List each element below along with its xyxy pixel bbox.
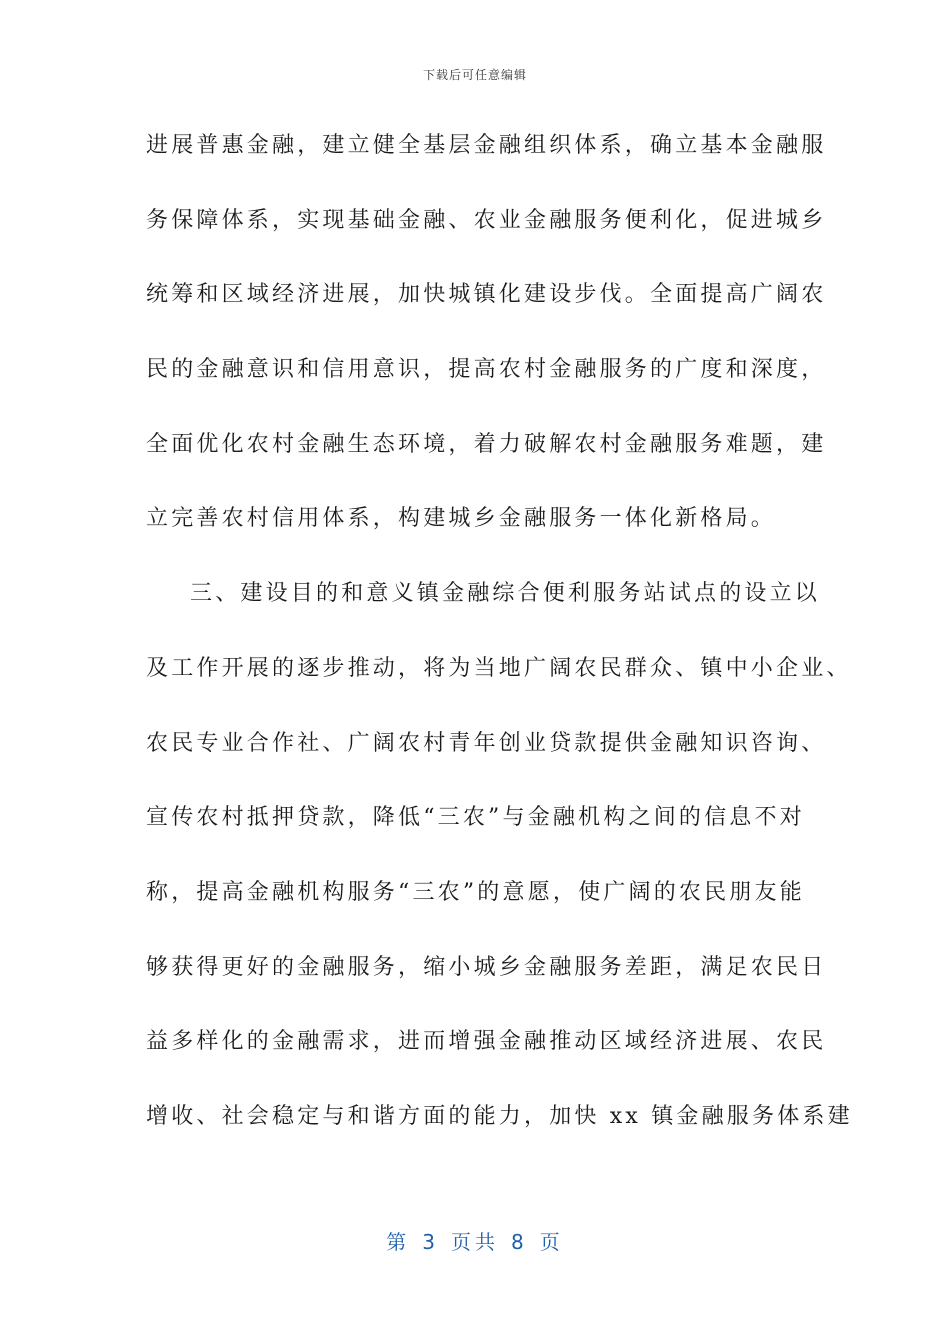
footer-current-page: 3 <box>422 1230 439 1254</box>
paragraph-1-line-3: 统筹和区域经济进展，加快城镇化建设步伐。全面提高广阔农 <box>146 282 827 308</box>
paragraph-1-line-6: 立完善农村信用体系，构建城乡金融服务一体化新格局。 <box>146 506 777 532</box>
paragraph-2-line-7: 益多样化的金融需求，进而增强金融推动区域经济进展、农民 <box>146 1029 827 1055</box>
footer-middle: 页共 <box>451 1230 499 1254</box>
paragraph-2-line-8: 增收、社会稳定与和谐方面的能力，加快 xx 镇金融服务体系建 <box>146 1103 853 1129</box>
paragraph-2-line-3: 农民专业合作社、广阔农村青年创业贷款提供金融知识咨询、 <box>146 730 827 756</box>
footer-total-pages: 8 <box>511 1230 528 1254</box>
paragraph-2-line-1: 三、建设目的和意义镇金融综合便利服务站试点的设立以 <box>190 581 821 607</box>
paragraph-2-line-2: 及工作开展的逐步推动，将为当地广阔农民群众、镇中小企业、 <box>146 655 852 681</box>
paragraph-1-line-1: 进展普惠金融，建立健全基层金融组织体系，确立基本金融服 <box>146 133 827 158</box>
paragraph-1-line-4: 民的金融意识和信用意识，提高农村金融服务的广度和深度， <box>146 357 827 383</box>
paragraph-1-line-2: 务保障体系，实现基础金融、农业金融服务便利化，促进城乡 <box>146 207 827 233</box>
body-text <box>146 126 853 1172</box>
paragraph-1-line-5: 全面优化农村金融生态环境，着力破解农村金融服务难题，建 <box>146 431 827 457</box>
page-footer <box>0 1226 950 1255</box>
paragraph-2-line-4: 宣传农村抵押贷款，降低“三农”与金融机构之间的信息不对 <box>146 805 805 831</box>
page-header: 下载后可任意编辑 <box>422 68 527 82</box>
paragraph-2-line-5: 称，提高金融机构服务“三农”的意愿，使广阔的农民朋友能 <box>146 879 805 905</box>
footer-prefix: 第 <box>386 1230 411 1254</box>
footer-suffix: 页 <box>539 1230 564 1254</box>
paragraph-2-line-6: 够获得更好的金融服务，缩小城乡金融服务差距，满足农民日 <box>146 954 827 980</box>
